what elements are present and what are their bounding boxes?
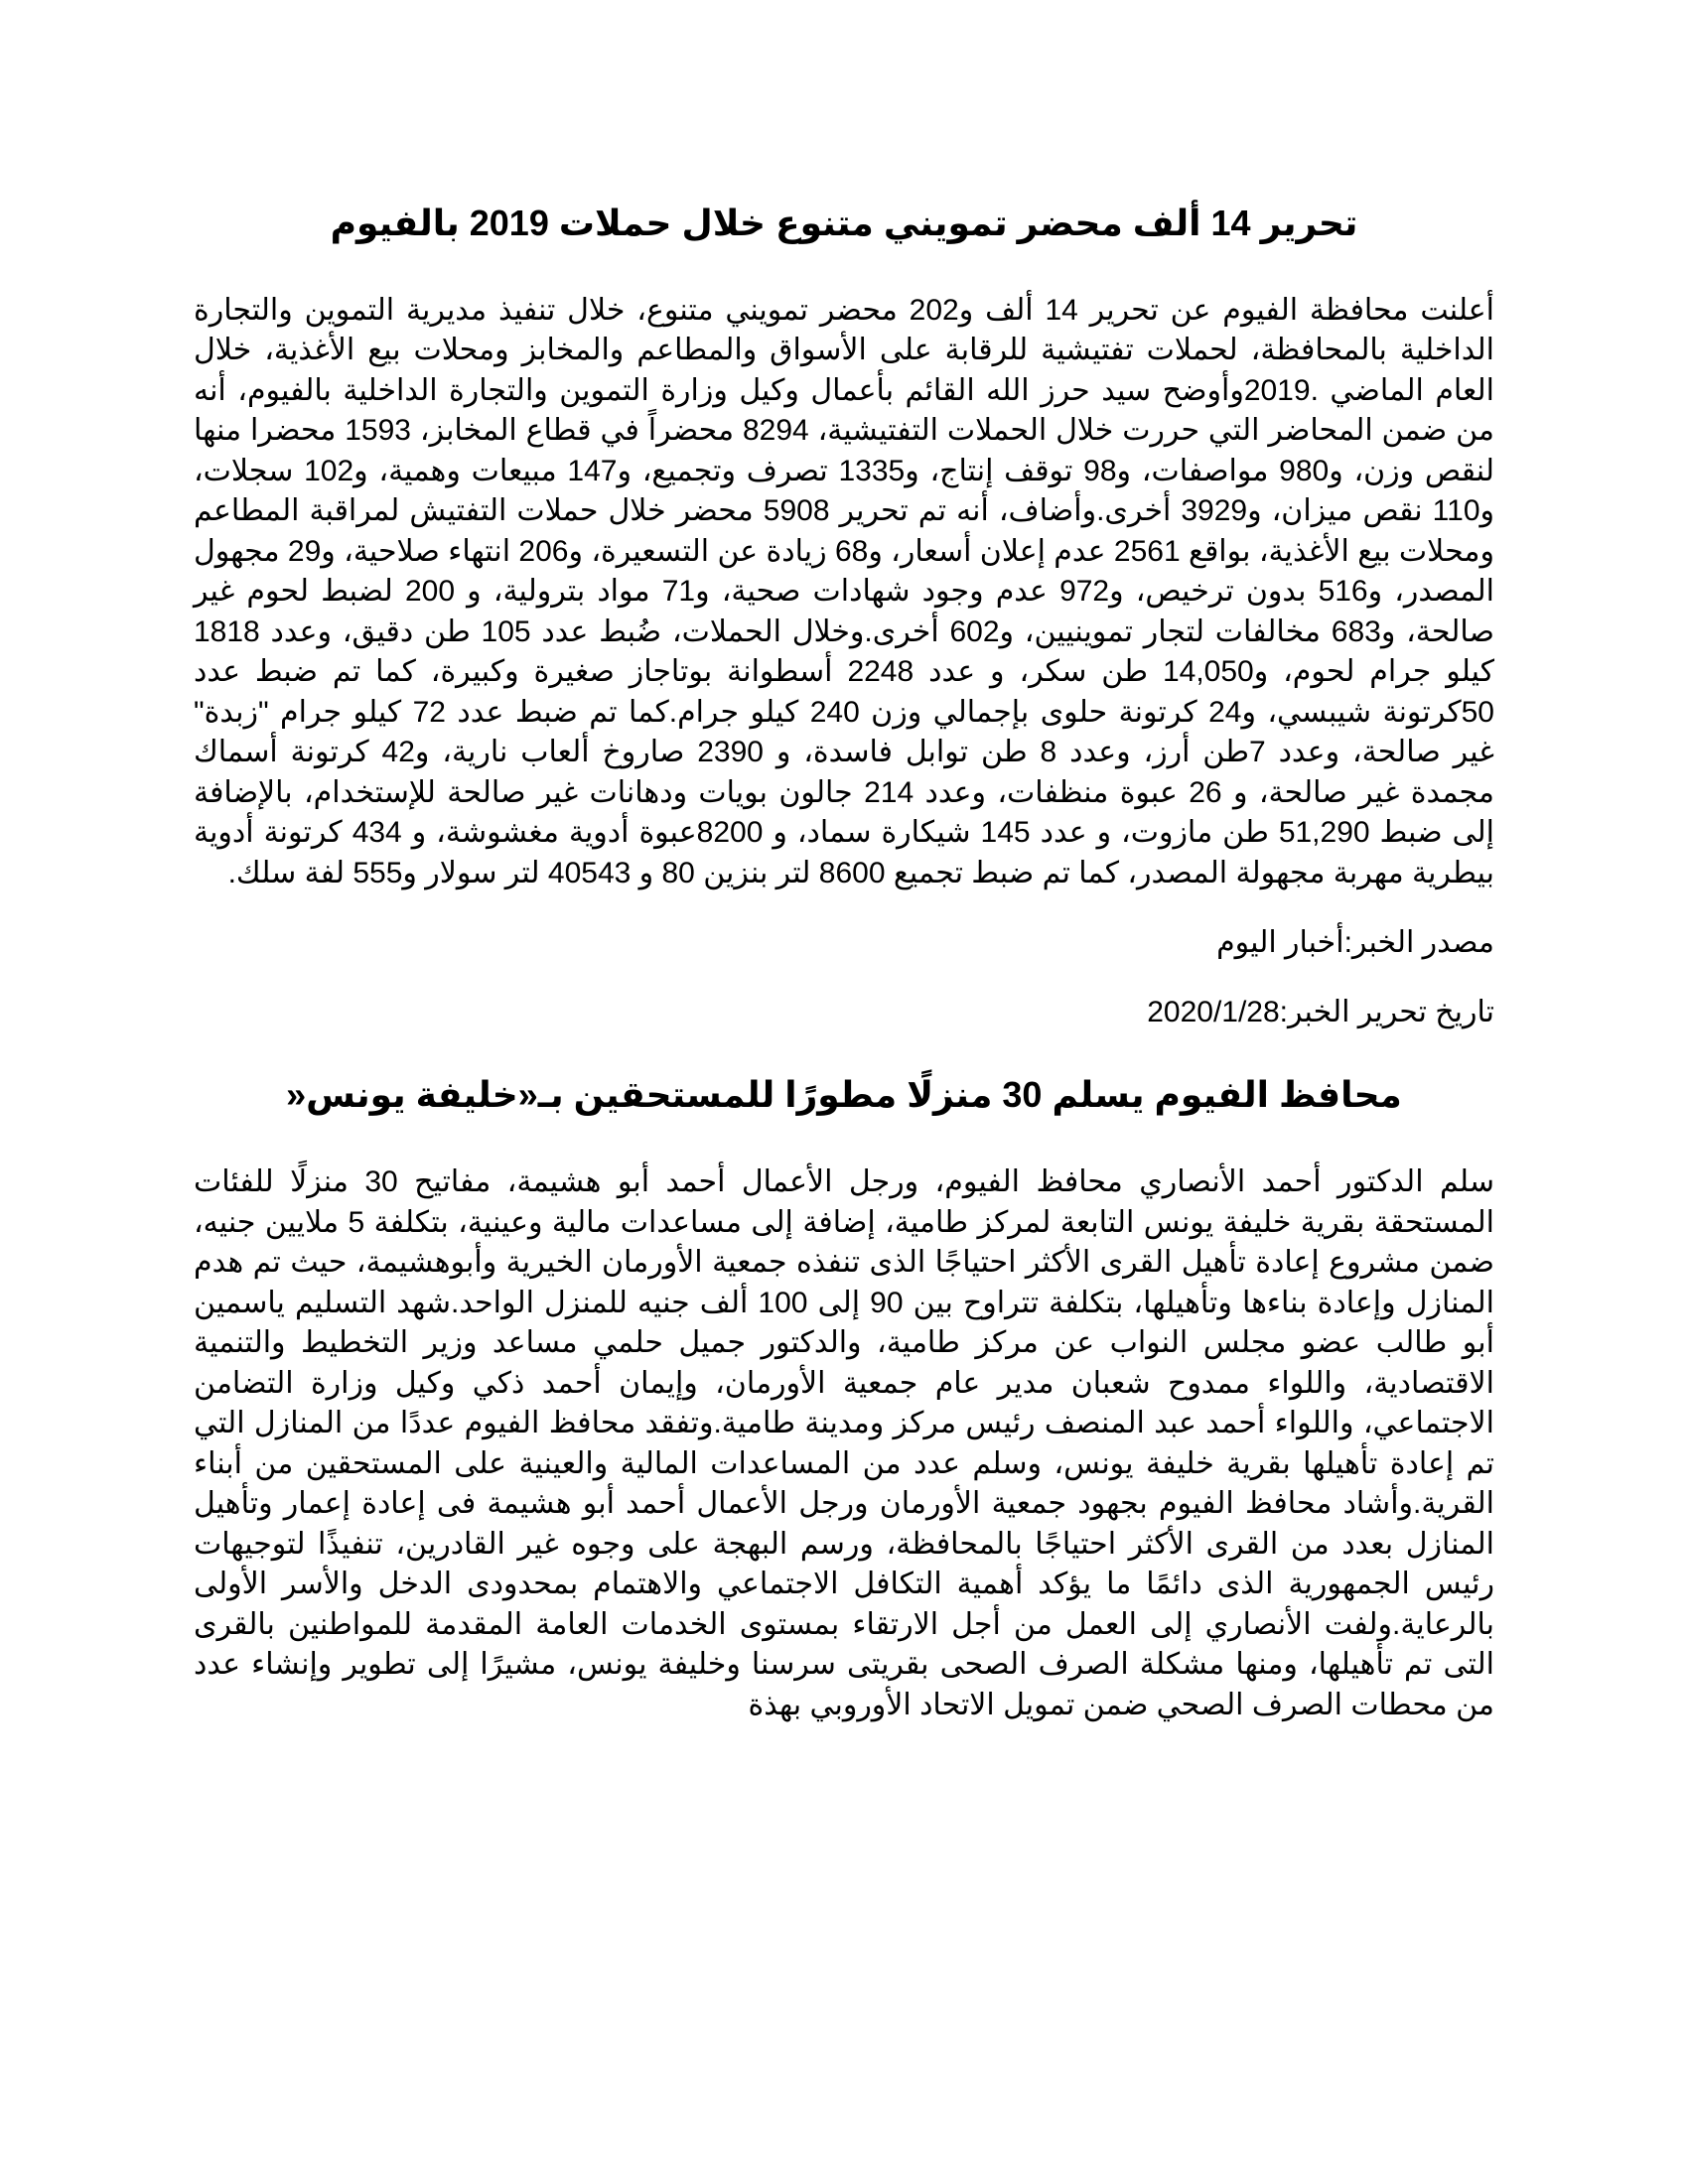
- article-1-body: أعلنت محافظة الفيوم عن تحرير 14 ألف و202 محضر تمويني متنوع، خلال تنفيذ مديرية التموين والتجارة الداخلية بالمحافظة، لحملات تفتيشية للرقابة على الأسواق والمطاعم والمخابز ومحلات بيع الأغذية، خلال العام الماضي .2019وأوضح سيد حرز الله القائم بأعمال وكيل وزارة التموين والتجارة الداخلية بالفيوم، أنه من ضمن المحاضر التي حررت خلال الحملات التفتيشية، 8294 محضراً في قطاع المخابز، 1593 محضرا منها لنقص وزن، و980 مواصفات، و98 توقف إنتاج، و1335 تصرف وتجميع، و147 مبيعات وهمية، و102 سجلات، و110 نقص ميزان، و3929 أخرى.وأضاف، أنه تم تحرير 5908 محضر خلال حملات التفتيش لمراقبة المطاعم ومحلات بيع الأغذية، بواقع 2561 عدم إعلان أسعار، و68 زيادة عن التسعيرة، و206 انتهاء صلاحية، و29 مجهول المصدر، و516 بدون ترخيص، و972 عدم وجود شهادات صحية، و71 مواد بترولية، و 200 لضبط لحوم غير صالحة، و683 مخالفات لتجار تموينيين، و602 أخرى.وخلال الحملات، ضُبط عدد 105 طن دقيق، وعدد 1818 كيلو جرام لحوم، و14,050 طن سكر، و عدد 2248 أسطوانة بوتاجاز صغيرة وكبيرة، كما تم ضبط عدد 50كرتونة شيبسي، و24 كرتونة حلوى بإجمالي وزن 240 كيلو جرام.كما تم ضبط عدد 72 كيلو جرام "زبدة" غير صالحة، وعدد 7طن أرز، وعدد 8 طن توابل فاسدة، و 2390 صاروخ ألعاب نارية، و42 كرتونة أسماك مجمدة غير صالحة، و 26 عبوة منظفات، وعدد 214 جالون بويات ودهانات غير صالحة للإستخدام، بالإضافة إلى ضبط 51,290 طن مازوت، و عدد 145 شيكارة سماد، و 8200عبوة أدوية مغشوشة، و 434 كرتونة أدوية بيطرية مهربة مجهولة المصدر، كما تم ضبط تجميع 8600 لتر بنزين 80 و 40543 لتر سولار و555 لفة سلك.: [194, 293, 1495, 889]
- article-2-headline: محافظ الفيوم يسلم 30 منزلًا مطورًا للمستحقين بـ«خليفة يونس«: [286, 1074, 1402, 1116]
- news-date-value: 2020/1/28: [1147, 996, 1280, 1029]
- document-page: [194, 189, 1494, 1725]
- news-source-line: [194, 923, 1494, 963]
- news-date-line: [194, 993, 1494, 1032]
- news-source-label: مصدر الخبر:: [1343, 926, 1494, 960]
- article-1-headline: تحرير 14 ألف محضر تمويني متنوع خلال حملات 2019 بالفيوم: [330, 203, 1358, 243]
- article-2-body: سلم الدكتور أحمد الأنصاري محافظ الفيوم، ورجل الأعمال أحمد أبو هشيمة، مفاتيح 30 منزلًا للفئات المستحقة بقرية خليفة يونس التابعة لمركز طامية، إضافة إلى مساعدات مالية وعينية، بتكلفة 5 ملايين جنيه، ضمن مشروع إعادة تأهيل القرى الأكثر احتياجًا الذى تنفذه جمعية الأورمان الخيرية وأبوهشيمة، حيث تم هدم المنازل وإعادة بناءها وتأهيلها، بتكلفة تتراوح بين 90 إلى 100 ألف جنيه للمنزل الواحد.شهد التسليم ياسمين أبو طالب عضو مجلس النواب عن مركز طامية، والدكتور جميل حلمي مساعد وزير التخطيط والتنمية الاقتصادية، واللواء ممدوح شعبان مدير عام جمعية الأورمان، وإيمان أحمد ذكي وكيل وزارة التضامن الاجتماعي، واللواء أحمد عبد المنصف رئيس مركز ومدينة طامية.وتفقد محافظ الفيوم عددًا من المنازل التي تم إعادة تأهيلها بقرية خليفة يونس، وسلم عدد من المساعدات المالية والعينية على المستحقين من أبناء القرية.وأشاد محافظ الفيوم بجهود جمعية الأورمان ورجل الأعمال أحمد أبو هشيمة فى إعادة إعمار وتأهيل المنازل بعدد من القرى الأكثر احتياجًا بالمحافظة، ورسم البهجة على وجوه غير القادرين، تنفيذًا لتوجيهات رئيس الجمهورية الذى دائمًا ما يؤكد أهمية التكافل الاجتماعي والاهتمام بمحدودى الدخل والأسر الأولى بالرعاية.ولفت الأنصاري إلى العمل من أجل الارتقاء بمستوى الخدمات العامة المقدمة للمواطنين بالقرى التى تم تأهيلها، ومنها مشكلة الصرف الصحى بقريتى سرسنا وخليفة يونس، مشيرًا إلى تطوير وإنشاء عدد من محطات الصرف الصحي ضمن تمويل الاتحاد الأوروبي بهذة: [194, 1165, 1495, 1721]
- news-source-value: أخبار اليوم: [1216, 926, 1344, 960]
- news-date-label: تاريخ تحرير الخبر:: [1279, 996, 1494, 1029]
